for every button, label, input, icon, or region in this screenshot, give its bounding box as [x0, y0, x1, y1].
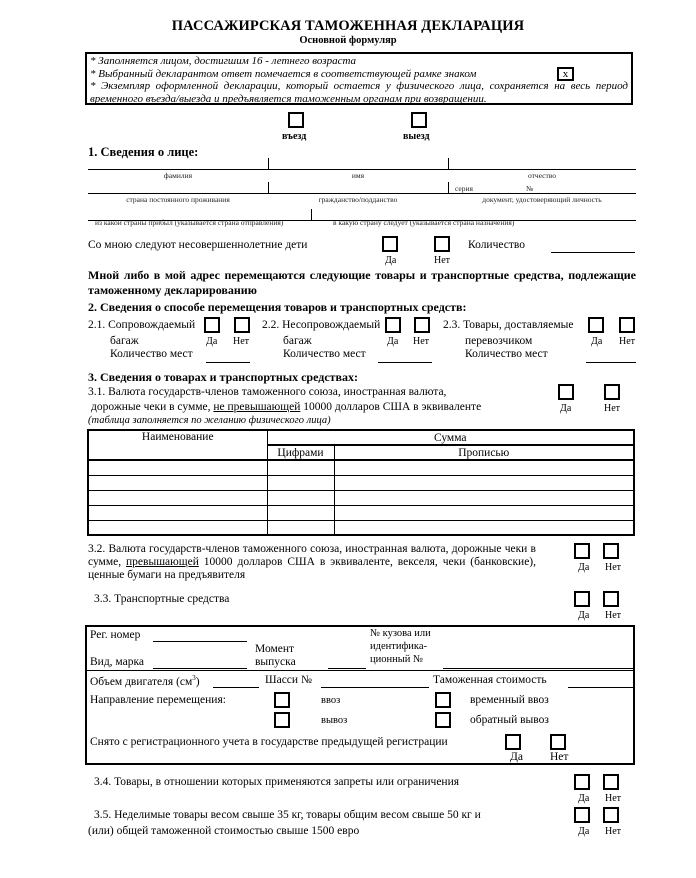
- item-2-1-yes-checkbox[interactable]: [204, 317, 220, 333]
- minors-quantity-field[interactable]: [551, 252, 635, 253]
- exit-label: выезд: [403, 131, 430, 142]
- release-moment-label-1: Момент: [255, 643, 295, 655]
- item-2-3-places-field[interactable]: [586, 362, 636, 363]
- item-3-1-no-label: Нет: [604, 403, 621, 414]
- item-3-2-yes-label: Да: [578, 562, 590, 573]
- item-3-2-yes-checkbox[interactable]: [574, 543, 590, 559]
- col-header-sum: Сумма: [267, 430, 634, 445]
- re-export-checkbox[interactable]: [435, 712, 451, 728]
- engine-volume-label: [90, 674, 200, 688]
- item-2-3-yes-checkbox[interactable]: [588, 317, 604, 333]
- patronymic-label: отчество: [527, 171, 557, 180]
- item-2-2-no-checkbox[interactable]: [414, 317, 430, 333]
- body-number-field[interactable]: [443, 668, 633, 669]
- name-label: имя: [351, 171, 365, 180]
- item-3-1-underlined: не превышающей: [213, 401, 301, 413]
- minors-yes-checkbox[interactable]: [382, 236, 398, 252]
- item-2-1-no-checkbox[interactable]: [234, 317, 250, 333]
- item-2-3-no-checkbox[interactable]: [619, 317, 635, 333]
- release-moment-field[interactable]: [328, 668, 366, 669]
- exit-checkbox[interactable]: [411, 112, 427, 128]
- item-3-5-no-label: Нет: [605, 826, 622, 837]
- item-3-5-line1: 3.5. Неделимые товары весом свыше 35 кг, товары общим весом свыше 50 кг и: [94, 809, 481, 821]
- divider: [448, 182, 449, 193]
- engine-volume-field[interactable]: [213, 687, 259, 688]
- minors-yes-label: Да: [385, 255, 397, 266]
- entry-checkbox[interactable]: [288, 112, 304, 128]
- form-title: ПАССАЖИРСКАЯ ТАМОЖЕННАЯ ДЕКЛАРАЦИЯ: [171, 18, 525, 34]
- cell-name[interactable]: [88, 505, 267, 520]
- item-2-2-yes-label: Да: [387, 336, 399, 347]
- cell-digits[interactable]: [267, 505, 334, 520]
- currency-table: [87, 429, 635, 536]
- deregistered-yes-label: Да: [510, 751, 523, 763]
- residence-country-label: страна постоянного проживания: [126, 195, 230, 204]
- person-name-line[interactable]: [88, 169, 636, 170]
- import-checkbox[interactable]: [274, 692, 290, 708]
- col-header-name: Наименование: [88, 430, 267, 460]
- from-country-label: из какой страны прибыл (указывается страна отправления): [95, 218, 284, 227]
- item-3-5-line2: (или) общей таможенной стоимостью свыше 1500 евро: [88, 825, 360, 837]
- item-3-1-yes-label: Да: [560, 403, 572, 414]
- item-2-3-sublabel: перевозчиком: [465, 335, 533, 347]
- engine-volume-close: ): [195, 675, 200, 688]
- table-row: [88, 520, 634, 535]
- citizenship-label: гражданство/подданство: [318, 195, 398, 204]
- cell-digits[interactable]: [267, 490, 334, 505]
- mark-example-box: x: [557, 67, 574, 81]
- item-3-5-yes-label: Да: [578, 826, 590, 837]
- cell-words[interactable]: [334, 520, 634, 535]
- cell-words[interactable]: [334, 460, 634, 475]
- vehicle-details-box: [85, 625, 635, 765]
- cell-name[interactable]: [88, 475, 267, 490]
- item-2-1-yes-label: Да: [206, 336, 218, 347]
- id-document-label: документ, удостоверяющий личность: [482, 195, 602, 204]
- release-moment-label-2: выпуска: [255, 656, 296, 668]
- re-export-label: обратный вывоз: [470, 714, 549, 726]
- table-row: [88, 490, 634, 505]
- item-3-2-text-end: 10000 долларов США в эквиваленте, векселя, чеки (банковские), ценные бумаги на предъявителя: [88, 556, 537, 581]
- divider: [87, 670, 633, 671]
- col-header-words: Прописью: [334, 445, 634, 460]
- deregistered-yes-checkbox[interactable]: [505, 734, 521, 750]
- cell-words[interactable]: [334, 505, 634, 520]
- minors-no-label: Нет: [434, 255, 451, 266]
- series-label: серия: [455, 184, 473, 193]
- minors-label: Со мною следуют несовершеннолетние дети: [88, 239, 308, 251]
- notice-line-3: * Экземпляр оформленной декларации, который остается у физического лица, сохраняется на весь период временного въезда/выезда и предъявляется таможенным органам при возвращении.: [90, 80, 628, 105]
- section-3-title: 3. Сведения о товарах и транспортных средствах:: [88, 370, 359, 384]
- temp-import-label: временный ввоз: [470, 694, 549, 706]
- item-3-3-yes-checkbox[interactable]: [574, 591, 590, 607]
- table-row: [88, 460, 634, 475]
- form-subtitle: Основной формуляр: [299, 35, 397, 46]
- cell-name[interactable]: [88, 520, 267, 535]
- deregistered-label: Снято с регистрационного учета в государстве предыдущей регистрации: [90, 736, 448, 748]
- body-number-label-3: ционный №: [370, 654, 424, 665]
- surname-label: фамилия: [163, 171, 193, 180]
- item-2-3-places-label: Количество мест: [465, 348, 548, 360]
- section-2-title: 2. Сведения о способе перемещения товаров и транспортных средств:: [88, 300, 467, 314]
- section-1-title: 1. Сведения о лице:: [88, 145, 199, 159]
- item-2-2-no-label: Нет: [413, 336, 430, 347]
- item-2-1-no-label: Нет: [233, 336, 250, 347]
- table-row: [88, 505, 634, 520]
- body-number-label-2: идентифика-: [370, 641, 427, 652]
- to-country-label: в какую страну следует (указывается страна назначения): [333, 218, 515, 227]
- cell-name[interactable]: [88, 460, 267, 475]
- item-3-1-text: дорожные чеки в сумме,: [91, 401, 214, 413]
- movement-direction-label: Направление перемещения:: [90, 694, 226, 706]
- item-2-2-sublabel: багаж: [283, 335, 312, 347]
- item-2-3-label: 2.3. Товары, доставляемые: [443, 319, 574, 331]
- reg-number-field[interactable]: [153, 641, 247, 642]
- item-2-1-places-field[interactable]: [206, 362, 250, 363]
- item-3-3-no-checkbox[interactable]: [603, 591, 619, 607]
- item-3-2-no-checkbox[interactable]: [603, 543, 619, 559]
- cell-words[interactable]: [334, 475, 634, 490]
- item-3-3-no-label: Нет: [605, 610, 622, 621]
- item-3-1-line1: 3.1. Валюта государств-членов таможенного союза, иностранная валюта,: [88, 386, 447, 398]
- item-3-1-note: (таблица заполняется по желанию физического лица): [88, 415, 331, 426]
- item-3-4-yes-checkbox[interactable]: [574, 774, 590, 790]
- item-3-2-no-label: Нет: [605, 562, 622, 573]
- import-label: ввоз: [321, 695, 341, 706]
- number-label: №: [526, 184, 534, 193]
- item-2-2-places-label: Количество мест: [283, 348, 366, 360]
- item-3-2-text-start: 3.2. Валюта государств-членов таможенного союза, иностранная валюта, дорожные чеки в сумме,: [88, 543, 536, 568]
- engine-volume-text: Объем двигателя (см: [90, 675, 193, 688]
- cell-digits[interactable]: [267, 520, 334, 535]
- residence-line[interactable]: [88, 193, 636, 194]
- notice-line-2: * Выбранный декларантом ответ помечается в соответствующей рамке знаком: [90, 67, 477, 80]
- chassis-field[interactable]: [321, 687, 429, 688]
- item-2-1-label: 2.1. Сопровождаемый: [88, 319, 196, 331]
- cell-name[interactable]: [88, 490, 267, 505]
- item-3-5-yes-checkbox[interactable]: [574, 807, 590, 823]
- minors-quantity-label: Количество: [468, 239, 525, 251]
- item-2-1-places-label: Количество мест: [110, 348, 193, 360]
- item-3-3-label: 3.3. Транспортные средства: [94, 593, 230, 605]
- item-3-1-line2: [91, 401, 481, 413]
- cell-digits[interactable]: [267, 460, 334, 475]
- make-field[interactable]: [153, 668, 247, 669]
- export-label: вывоз: [321, 715, 348, 726]
- item-2-2-label: 2.2. Несопровождаемый: [262, 319, 381, 331]
- col-header-digits: Цифрами: [267, 445, 334, 460]
- customs-value-field[interactable]: [568, 687, 633, 688]
- notice-line-1: * Заполняется лицом, достигшим 16 - летнего возраста: [90, 55, 357, 67]
- notice-box: [85, 52, 633, 105]
- goods-intro-text: Мной либо в мой адрес перемещаются следующие товары и транспортные средства, подлежащие таможенному декларированию: [88, 268, 636, 297]
- item-3-1-yes-checkbox[interactable]: [558, 384, 574, 400]
- temp-import-checkbox[interactable]: [435, 692, 451, 708]
- cell-words[interactable]: [334, 490, 634, 505]
- item-2-2-places-field[interactable]: [378, 362, 432, 363]
- minors-no-checkbox[interactable]: [434, 236, 450, 252]
- item-3-5-no-checkbox[interactable]: [603, 807, 619, 823]
- make-label: Вид, марка: [90, 656, 144, 668]
- item-3-2-underlined: превышающей: [126, 556, 199, 568]
- deregistered-no-label: Нет: [550, 751, 569, 763]
- item-2-3-yes-label: Да: [591, 336, 603, 347]
- item-3-4-no-label: Нет: [605, 793, 622, 804]
- chassis-label: Шасси №: [265, 674, 312, 686]
- item-3-3-yes-label: Да: [578, 610, 590, 621]
- entry-label: въезд: [282, 131, 307, 142]
- item-2-1-sublabel: багаж: [110, 335, 139, 347]
- customs-value-label: Таможенная стоимость: [433, 674, 547, 686]
- item-3-2-text: [88, 543, 536, 582]
- export-checkbox[interactable]: [274, 712, 290, 728]
- item-3-4-label: 3.4. Товары, в отношении которых применяются запреты или ограничения: [94, 776, 460, 788]
- divider: [311, 209, 312, 220]
- item-3-4-no-checkbox[interactable]: [603, 774, 619, 790]
- item-3-1-no-checkbox[interactable]: [604, 384, 620, 400]
- divider: [268, 182, 269, 193]
- cell-digits[interactable]: [267, 475, 334, 490]
- item-3-4-yes-label: Да: [578, 793, 590, 804]
- item-3-1-text-end: 10000 долларов США в эквиваленте: [300, 401, 482, 413]
- divider: [448, 158, 449, 169]
- reg-number-label: Рег. номер: [90, 629, 141, 641]
- item-2-3-no-label: Нет: [619, 336, 636, 347]
- divider: [268, 158, 269, 169]
- engine-volume-sup: 3: [192, 674, 196, 682]
- table-row: [88, 475, 634, 490]
- body-number-label-1: № кузова или: [370, 628, 431, 639]
- deregistered-no-checkbox[interactable]: [550, 734, 566, 750]
- item-2-2-yes-checkbox[interactable]: [385, 317, 401, 333]
